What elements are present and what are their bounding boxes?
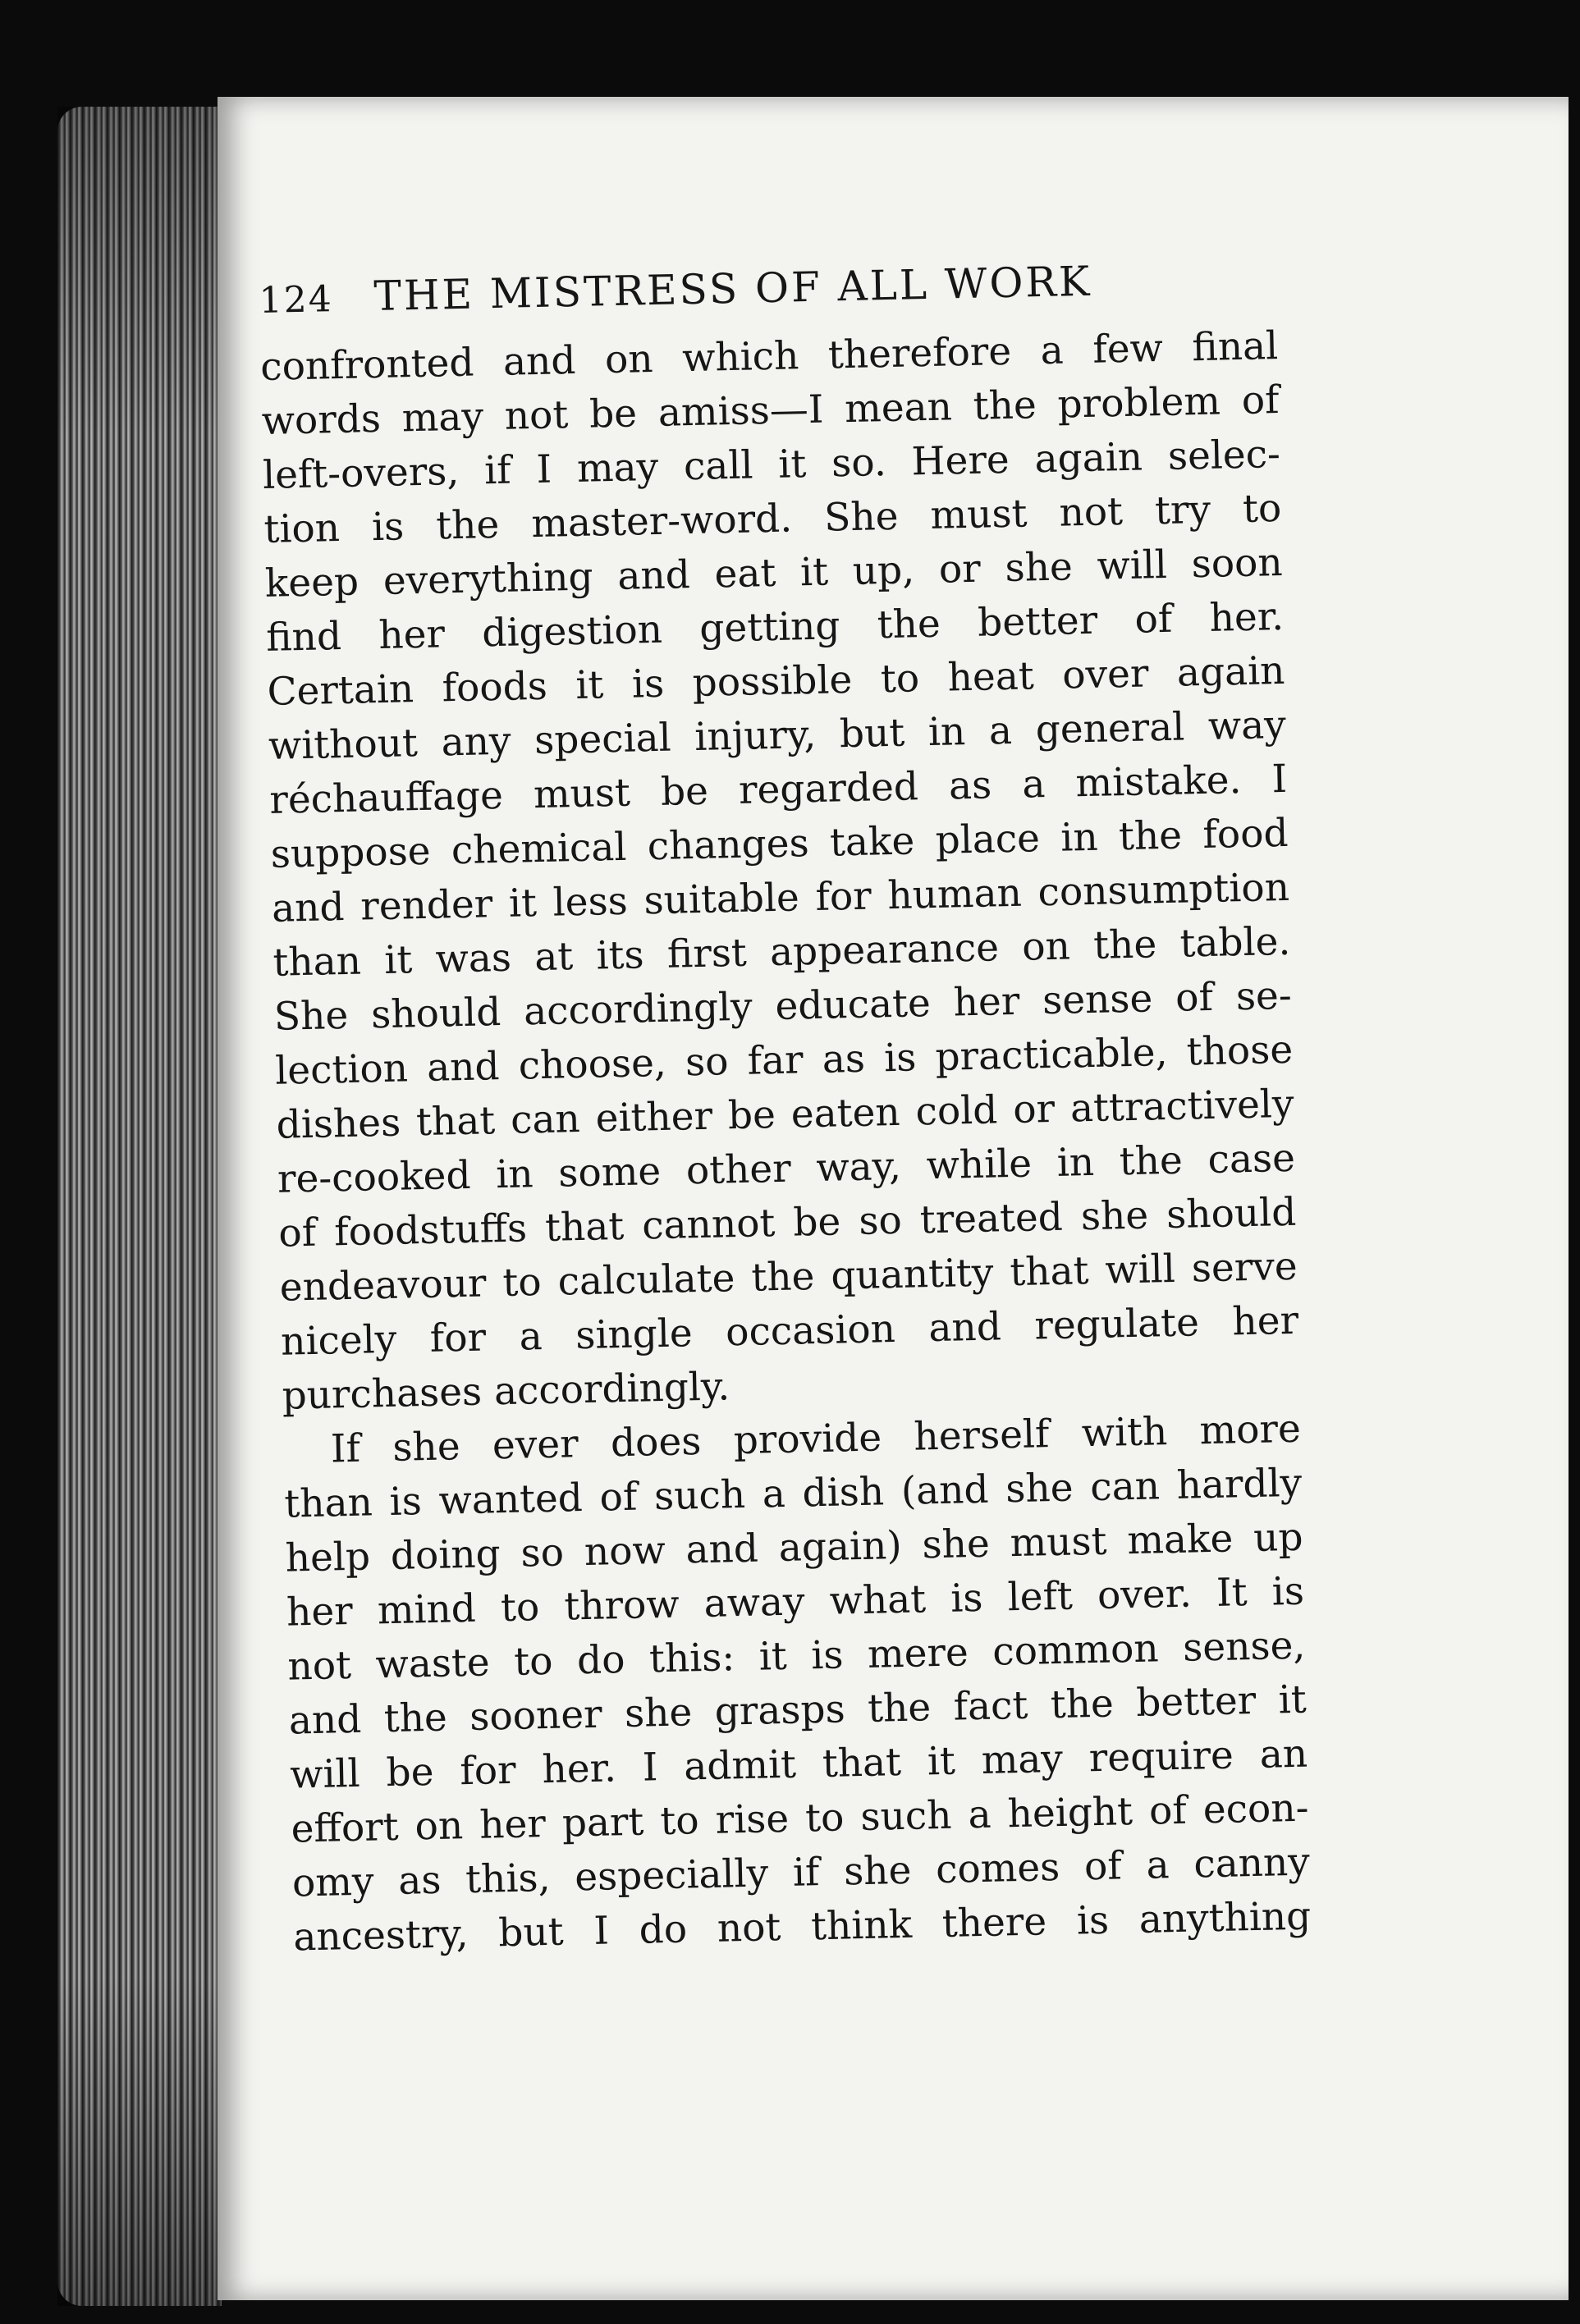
text-line: will be for her. I admit that it may require an: [289, 1731, 1308, 1798]
text-line: not waste to do this: it is mere common sense,: [286, 1622, 1306, 1690]
text-line: If she ever does provide herself with more: [330, 1406, 1302, 1472]
page-edges: [57, 107, 222, 2306]
text-line: nicely for a single occasion and regulate her: [280, 1297, 1299, 1365]
text-line: effort on her part to rise to such a height of econ-: [291, 1785, 1309, 1852]
text-line: and the sooner she grasps the fact the better it: [288, 1677, 1308, 1744]
text-line: endeavour to calculate the quantity that will serve: [279, 1243, 1298, 1311]
paragraph: [260, 318, 1341, 1424]
page-number: 124: [259, 278, 334, 322]
text-line: dishes that can either be eaten cold or attractively: [276, 1081, 1295, 1148]
text-line: find her digestion getting the better of her.: [265, 593, 1285, 661]
text-line: Certain foods it is possible to heat over again: [267, 647, 1285, 715]
right-edge: [1569, 0, 1580, 2324]
text-line: suppose chemical changes take place in the food: [270, 810, 1289, 877]
running-title: THE MISTRESS OF ALL WORK: [373, 257, 1092, 321]
text-line: purchases accordingly.: [282, 1364, 730, 1419]
text-line: than it was at its first appearance on the table.: [272, 918, 1291, 986]
paragraph: [282, 1402, 1353, 1965]
text-line: keep everything and eat it up, or she will soon: [264, 539, 1284, 606]
text-line: tion is the master-word. She must not try to: [263, 485, 1282, 552]
page-content: [259, 253, 1353, 1965]
text-line: of foodstuffs that cannot be so treated she should: [277, 1189, 1297, 1256]
text-line: help doing so now and again) she must make up: [285, 1514, 1304, 1581]
text-line: without any special injury, but in a general way: [268, 702, 1287, 769]
text-line: She should accordingly educate her sense of se-: [273, 972, 1293, 1040]
text-line: her mind to throw away what is left over. It is: [286, 1568, 1305, 1635]
text-line: than is wanted of such a dish (and she can hardly: [283, 1460, 1303, 1527]
text-line: words may not be amiss—I mean the problem of: [261, 377, 1280, 444]
text-line: omy as this, especially if she comes of a canny: [291, 1839, 1311, 1906]
body-text: [260, 318, 1353, 1965]
text-line: réchauffage must be regarded as a mistake. I: [268, 756, 1288, 823]
text-line: ancestry, but I do not think there is anything: [292, 1893, 1312, 1960]
text-line: re-cooked in some other way, while in the case: [277, 1135, 1296, 1202]
text-line: confronted and on which therefore a few final: [259, 323, 1279, 390]
text-line: left-overs, if I may call it so. Here again selec-: [262, 431, 1281, 498]
text-line: lection and choose, so far as is practicable, those: [274, 1027, 1294, 1094]
text-line: and render it less suitable for human consumption: [271, 864, 1290, 931]
